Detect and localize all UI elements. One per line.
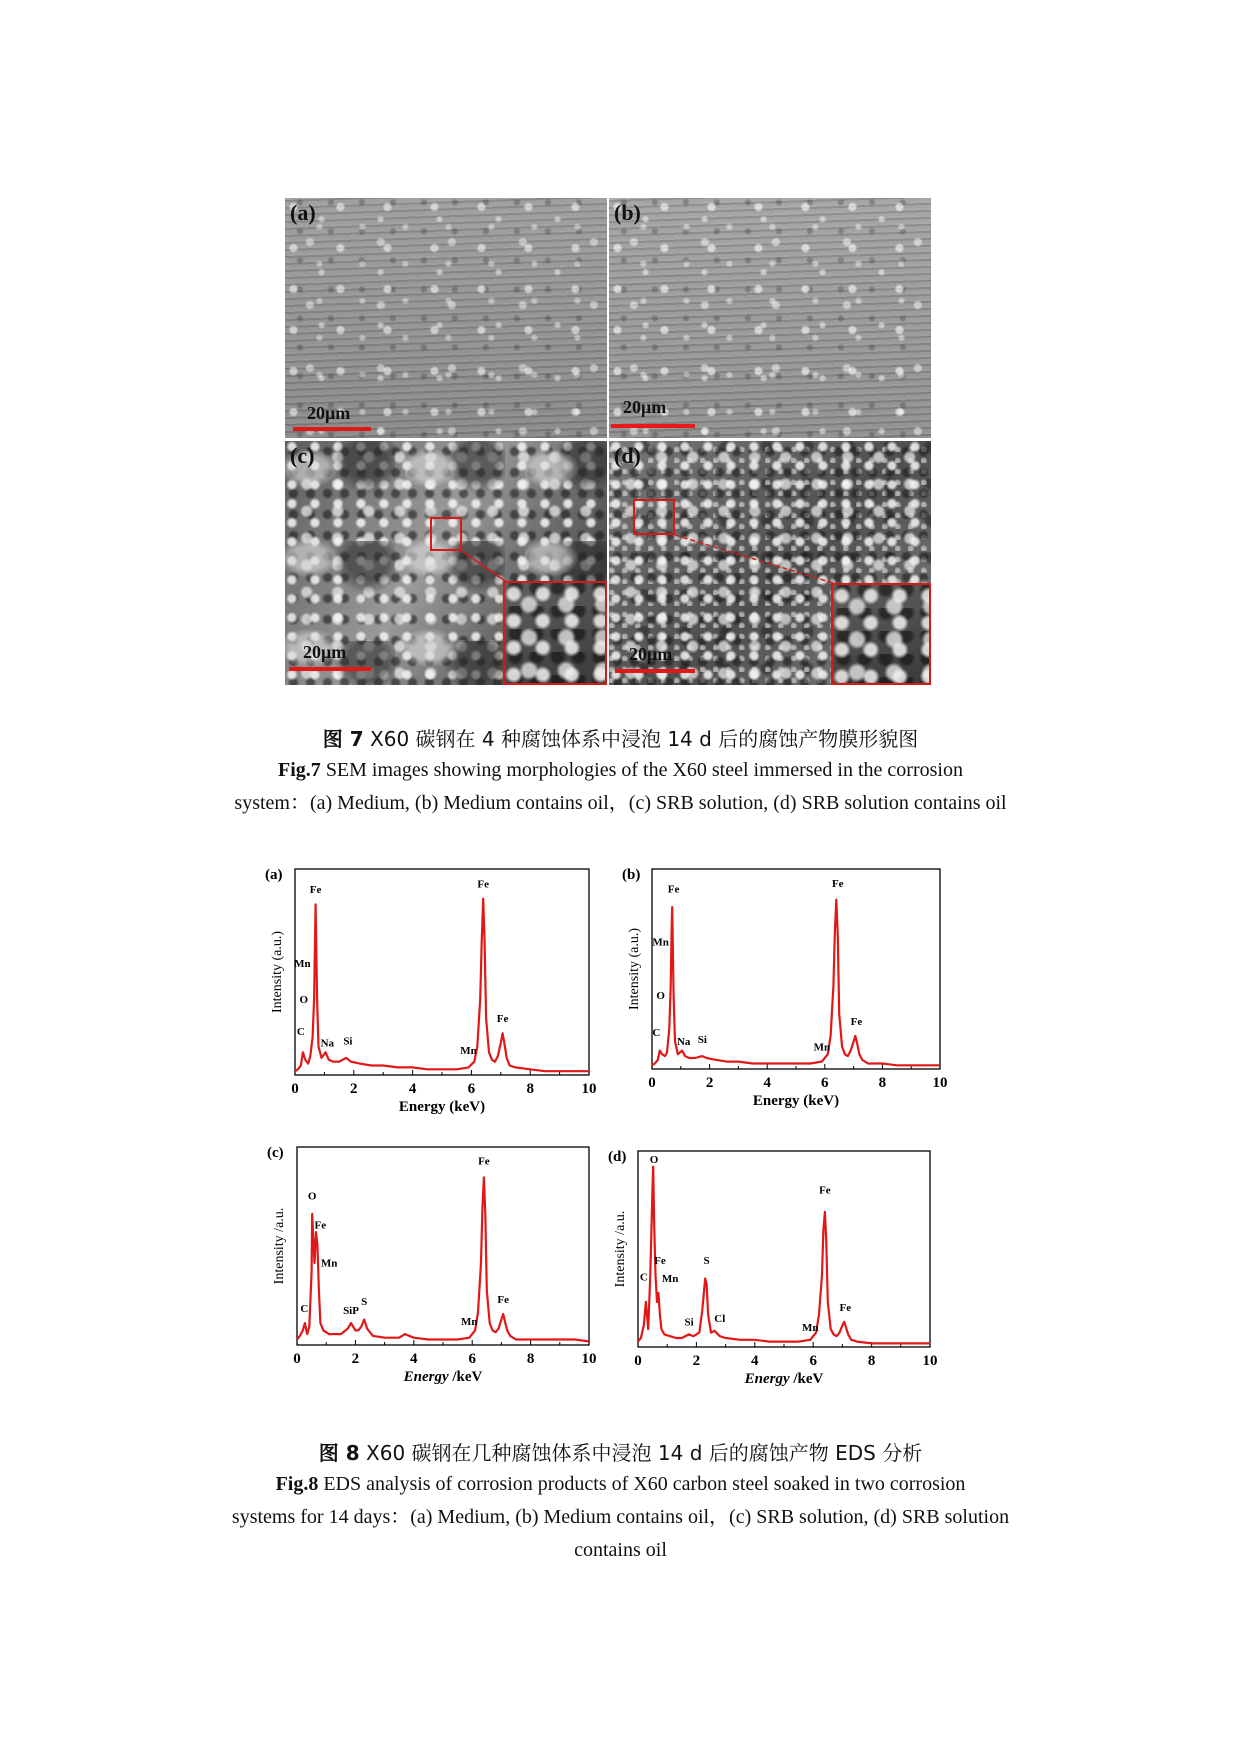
fig8-caption-en-line3: contains oil: [574, 1539, 667, 1561]
peak-label: Mn: [652, 936, 669, 949]
y-axis-label: Intensity /a.u.: [613, 1210, 628, 1288]
x-tick-label: 4: [410, 1351, 418, 1367]
fig8-caption-cn-prefix: 图 8: [318, 1441, 360, 1465]
y-axis-label: Intensity (a.u.): [270, 930, 285, 1014]
fig8-caption-en-line2: systems for 14 days：(a) Medium, (b) Medium contains oil，(c) SRB solution, (d) SRB solution: [231, 1506, 1010, 1528]
peak-label: Si: [697, 1034, 707, 1047]
panel-label-d: (d): [614, 443, 641, 468]
x-tick-label: 4: [763, 1075, 771, 1091]
fig8-caption-en-line1-text: EDS analysis of corrosion products of X60 carbon steel soaked in two corrosion: [318, 1473, 966, 1495]
peak-label: Mn: [813, 1041, 831, 1054]
peak-label: Fe: [839, 1301, 852, 1314]
x-tick-label: 0: [648, 1075, 656, 1091]
peak-label: Cl: [714, 1312, 726, 1325]
fig7-caption-cn-prefix: 图 7: [322, 727, 364, 751]
scale-bar-label-a: 20μm: [307, 403, 351, 423]
fig7-caption-en-line1-text: SEM images showing morphologies of the X60 steel immersed in the corrosion: [320, 759, 963, 781]
x-tick-label: 8: [526, 1351, 535, 1367]
x-tick-label: 6: [467, 1081, 476, 1097]
peak-label: Fe: [831, 877, 844, 890]
panel-label-c: (c): [290, 443, 315, 468]
panel-label: (a): [265, 867, 283, 883]
peak-label: Fe: [850, 1015, 863, 1028]
peak-label: Na: [320, 1037, 335, 1050]
fig7-caption-en-prefix: Fig.7: [278, 759, 321, 781]
x-tick-label: 10: [581, 1081, 597, 1097]
x-tick-label: 4: [408, 1081, 417, 1097]
x-tick-label: 8: [878, 1075, 887, 1091]
peak-label: Fe: [819, 1184, 831, 1197]
panel-label: (b): [622, 867, 641, 883]
x-tick-label: 10: [932, 1075, 948, 1091]
fig7-caption-en-line2: system：(a) Medium, (b) Medium contains oil，(c) SRB solution, (d) SRB solution contains oil: [234, 792, 1007, 814]
scale-bar-label-c: 20μm: [303, 642, 347, 662]
peak-label: Fe: [654, 1255, 666, 1268]
fig8-caption-cn: [0, 1437, 1241, 1466]
peak-label: Fe: [477, 878, 489, 891]
panel-label-b: (b): [614, 200, 641, 225]
panel-label: (c): [267, 1145, 284, 1161]
peak-label: O: [656, 990, 665, 1003]
x-axis-label: Energy /keV: [403, 1369, 483, 1385]
peak-label: Mn: [802, 1321, 819, 1334]
x-tick-label: 2: [350, 1081, 358, 1097]
x-tick-label: 2: [692, 1353, 701, 1369]
fig8-caption-en: [0, 1468, 1241, 1567]
x-axis-label: Energy (keV): [752, 1093, 840, 1109]
fig8-caption-en-prefix: Fig.8: [275, 1473, 319, 1495]
panel-label-a: (a): [290, 200, 316, 225]
peak-label: Mn: [294, 957, 311, 970]
y-axis-label: Intensity (a.u.): [627, 927, 642, 1011]
plot-frame: [638, 1151, 930, 1347]
fig8-caption-en-line1: [0, 1468, 1241, 1501]
peak-label: Fe: [314, 1219, 327, 1232]
peak-label: O: [299, 993, 309, 1006]
x-tick-label: 10: [581, 1351, 597, 1367]
peak-label: C: [300, 1303, 309, 1316]
x-tick-label: 8: [526, 1081, 534, 1097]
peak-label: Mn: [461, 1315, 478, 1328]
x-tick-label: 8: [867, 1353, 876, 1369]
peak-label: Fe: [667, 883, 680, 896]
peak-label: SiP: [343, 1305, 359, 1318]
x-tick-label: 10: [922, 1353, 938, 1369]
x-tick-label: 0: [293, 1351, 301, 1367]
x-tick-label: 6: [468, 1351, 476, 1367]
x-tick-label: 6: [821, 1075, 829, 1091]
peak-label: C: [652, 1026, 661, 1039]
peak-label: C: [296, 1026, 305, 1039]
peak-label: S: [361, 1295, 368, 1308]
peak-label: O: [649, 1154, 659, 1167]
peak-label: Mn: [661, 1273, 679, 1286]
peak-label: Mn: [320, 1257, 338, 1270]
peak-label: C: [639, 1271, 648, 1284]
x-tick-label: 6: [809, 1353, 817, 1369]
peak-label: S: [703, 1255, 710, 1268]
fig7-caption-cn-text: X60 碳钢在 4 种腐蚀体系中浸泡 14 d 后的腐蚀产物膜形貌图: [363, 727, 919, 751]
fig8-caption-cn-text: X60 碳钢在几种腐蚀体系中浸泡 14 d 后的腐蚀产物 EDS 分析: [359, 1441, 923, 1465]
peak-label: Na: [676, 1036, 691, 1049]
peak-label: O: [307, 1190, 317, 1203]
x-axis-label: Energy /keV: [744, 1371, 824, 1387]
peak-label: Si: [684, 1316, 694, 1329]
x-tick-label: 2: [705, 1075, 714, 1091]
x-tick-label: 4: [751, 1353, 759, 1369]
peak-label: Si: [343, 1035, 353, 1048]
scale-bar-label-b: 20μm: [623, 397, 667, 417]
peak-label: Fe: [478, 1155, 490, 1168]
spectrum-line: [638, 1167, 930, 1344]
x-axis-label: Energy (keV): [398, 1099, 486, 1115]
y-axis-label: Intensity /a.u.: [272, 1207, 287, 1285]
peak-label: Mn: [460, 1045, 477, 1058]
peak-label: Fe: [309, 884, 322, 897]
x-tick-label: 2: [351, 1351, 360, 1367]
peak-label: Fe: [496, 1012, 509, 1025]
scale-bar-label-d: 20μm: [629, 644, 673, 664]
x-tick-label: 0: [291, 1081, 299, 1097]
panel-label: (d): [608, 1149, 627, 1165]
peak-label: Fe: [497, 1294, 509, 1307]
x-tick-label: 0: [634, 1353, 642, 1369]
